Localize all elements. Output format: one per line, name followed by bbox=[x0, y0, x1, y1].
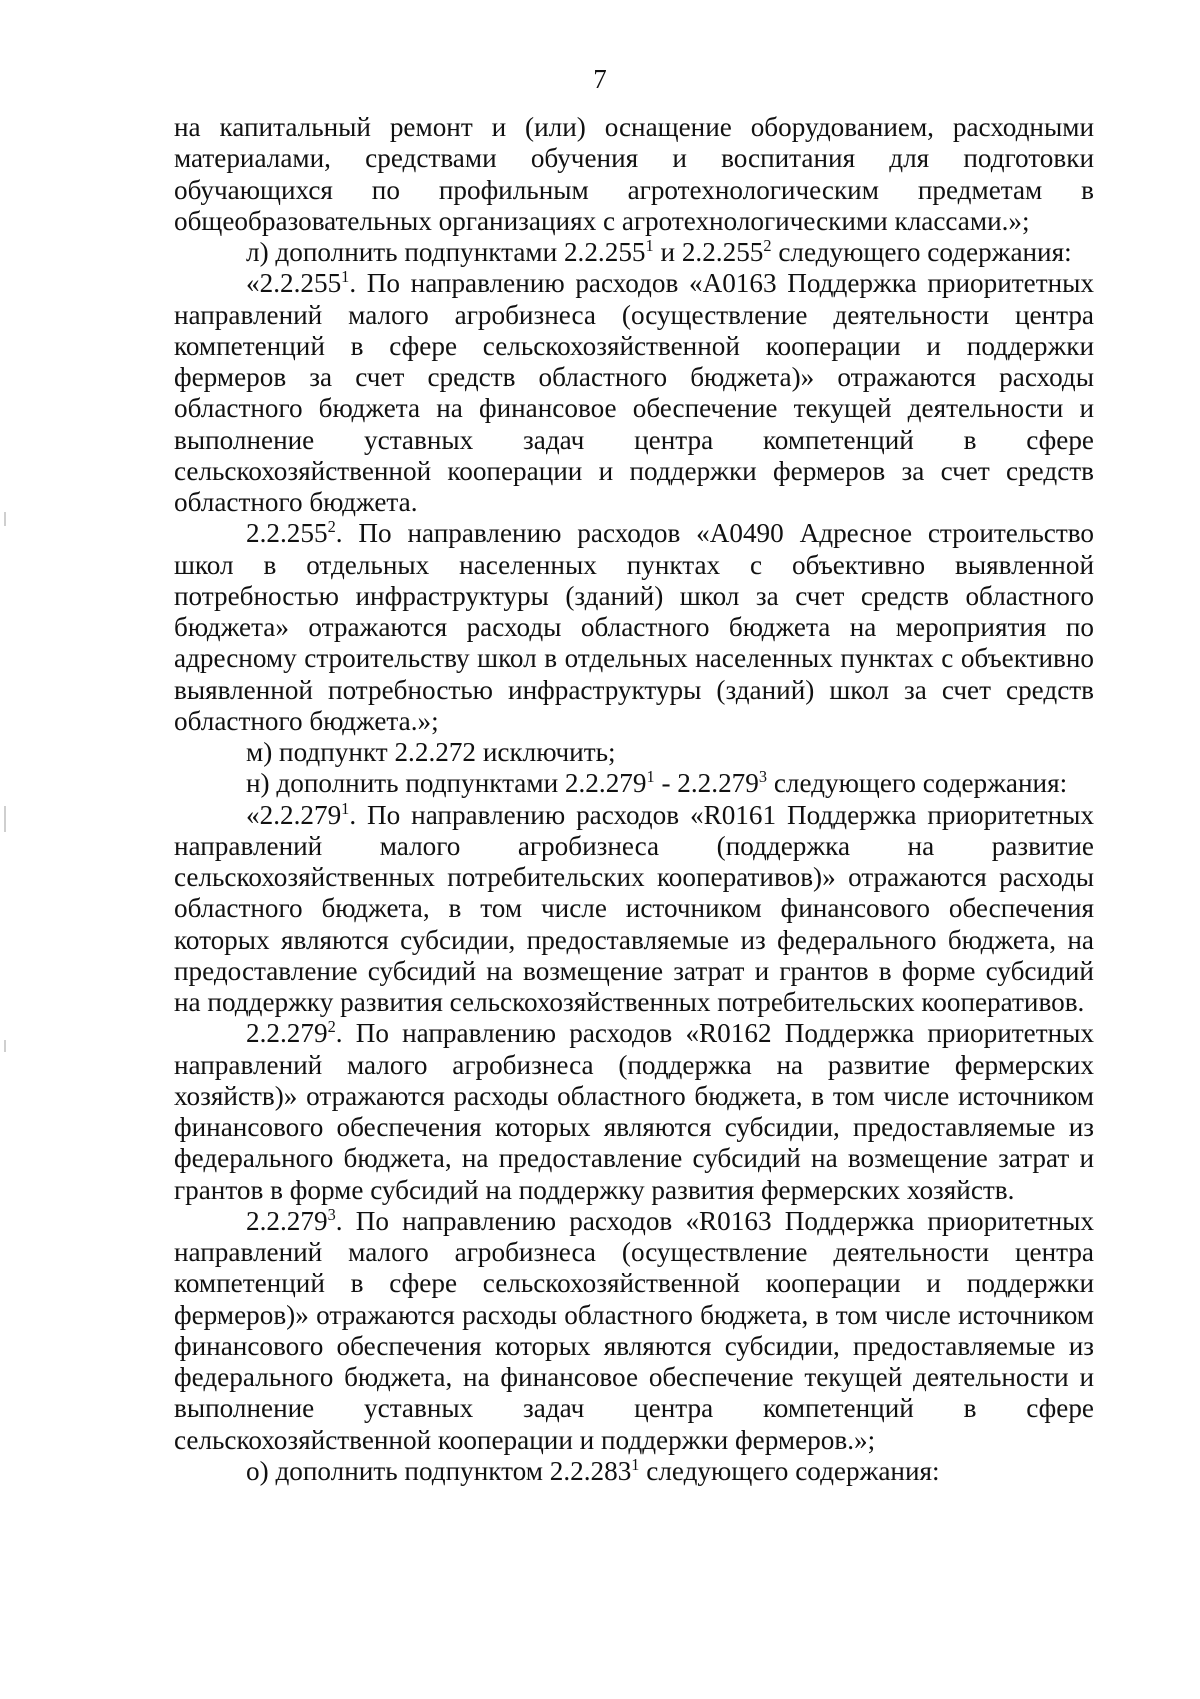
paragraph-text: «2.2.279 bbox=[246, 799, 342, 830]
paragraph-text: 2.2.255 bbox=[246, 518, 328, 549]
page-number: 7 bbox=[593, 64, 607, 94]
paragraph-text: следующего содержания: bbox=[767, 768, 1068, 799]
superscript: 2 bbox=[327, 1017, 336, 1037]
paragraph-item-m bbox=[174, 737, 1094, 768]
paragraph-text: м) подпункт 2.2.272 исключить; bbox=[246, 737, 616, 767]
paragraph-text: - 2.2.279 bbox=[654, 768, 759, 799]
superscript: 3 bbox=[758, 767, 768, 787]
paragraph-text: следующего содержания: bbox=[771, 237, 1072, 267]
document-body bbox=[174, 112, 1094, 1487]
paragraph-item-n bbox=[174, 768, 1094, 799]
paragraph-item-o bbox=[174, 1456, 1094, 1487]
paragraph-continuation bbox=[174, 112, 1094, 237]
superscript: 1 bbox=[646, 767, 655, 787]
paragraph-text: . По направлению расходов «R0161 Поддержка приоритетных направлений малого агробизнеса (поддержка на развитие сельскохозяйственных потребительских кооперативов)» отражаются расходы областного бюджета, в том числе источником финансового обеспечения которых являются субсидии, предоставляемые из федерального бюджета, на предоставление субсидий на возмещение затрат и грантов в форме субсидий на поддержку развития сельскохозяйственных потребительских кооперативов. bbox=[174, 799, 1094, 1017]
superscript: 1 bbox=[341, 267, 350, 287]
superscript: 1 bbox=[645, 235, 654, 255]
paragraph-text: «2.2.255 bbox=[246, 268, 342, 299]
scan-artifact bbox=[4, 1040, 6, 1052]
paragraph-2-2-255-2 bbox=[174, 518, 1094, 737]
paragraph-2-2-279-3 bbox=[174, 1206, 1094, 1456]
superscript: 3 bbox=[327, 1204, 336, 1224]
superscript: 1 bbox=[631, 1454, 640, 1474]
paragraph-text: следующего содержания: bbox=[639, 1455, 940, 1486]
paragraph-text: . По направлению расходов «R0162 Поддержка приоритетных направлений малого агробизнеса (поддержка на развитие фермерских хозяйств)» отражаются расходы областного бюджета, в том числе источником финансового обеспечения которых являются субсидии, предоставляемые из федерального бюджета, на предоставление субсидий на возмещение затрат и грантов в форме субсидий на поддержку развития фермерских хозяйств. bbox=[174, 1018, 1094, 1205]
superscript: 2 bbox=[327, 517, 336, 537]
paragraph-text: 2.2.279 bbox=[246, 1018, 328, 1049]
paragraph-text: о) дополнить подпунктом 2.2.283 bbox=[246, 1455, 632, 1486]
paragraph-2-2-279-1 bbox=[174, 800, 1094, 1019]
paragraph-2-2-279-2 bbox=[174, 1018, 1094, 1206]
paragraph-text: . По направлению расходов «А0490 Адресное строительство школ в отдельных населенных пунктах с объективно выявленной потребностью инфраструктуры (зданий) школ за счет средств областного бюджета» отражаются расходы областного бюджета на мероприятия по адресному строительству школ в отдельных населенных пунктах с объективно выявленной потребностью инфраструктуры (зданий) школ за счет средств областного бюджета.»; bbox=[174, 518, 1094, 736]
paragraph-text: л) дополнить подпунктами 2.2.255 bbox=[246, 237, 646, 267]
paragraph-text: 2.2.279 bbox=[246, 1205, 328, 1236]
superscript: 1 bbox=[341, 798, 350, 818]
scan-artifact bbox=[4, 512, 6, 526]
paragraph-item-l bbox=[174, 237, 1094, 268]
scan-artifact bbox=[4, 806, 6, 832]
paragraph-text: на капитальный ремонт и (или) оснащение оборудованием, расходными материалами, средствами обучения и воспитания для подготовки обучающихся по профильным агротехнологическим предметам в общеобразовательных организациях с агротехнологическими классами.»; bbox=[174, 112, 1094, 236]
paragraph-text: и 2.2.255 bbox=[653, 237, 764, 267]
paragraph-2-2-255-1 bbox=[174, 268, 1094, 518]
paragraph-text: н) дополнить подпунктами 2.2.279 bbox=[246, 768, 647, 799]
paragraph-text: . По направлению расходов «А0163 Поддержка приоритетных направлений малого агробизнеса (осуществление деятельности центра компетенций в сфере сельскохозяйственной кооперации и поддержки фермеров за счет средств областного бюджета)» отражаются расходы областного бюджета на финансовое обеспечение текущей деятельности и выполнение уставных задач центра компетенций в сфере сельскохозяйственной кооперации и поддержки фермеров за счет средств областного бюджета. bbox=[174, 268, 1094, 517]
superscript: 2 bbox=[763, 235, 772, 255]
paragraph-text: . По направлению расходов «R0163 Поддержка приоритетных направлений малого агробизнеса (осуществление деятельности центра компетенций в сфере сельскохозяйственной кооперации и поддержки фермеров)» отражаются расходы областного бюджета, в том числе источником финансового обеспечения которых являются субсидии, предоставляемые из федерального бюджета, на финансовое обеспечение текущей деятельности и выполнение уставных задач центра компетенций в сфере сельскохозяйственной кооперации и поддержки фермеров.»; bbox=[174, 1205, 1094, 1455]
